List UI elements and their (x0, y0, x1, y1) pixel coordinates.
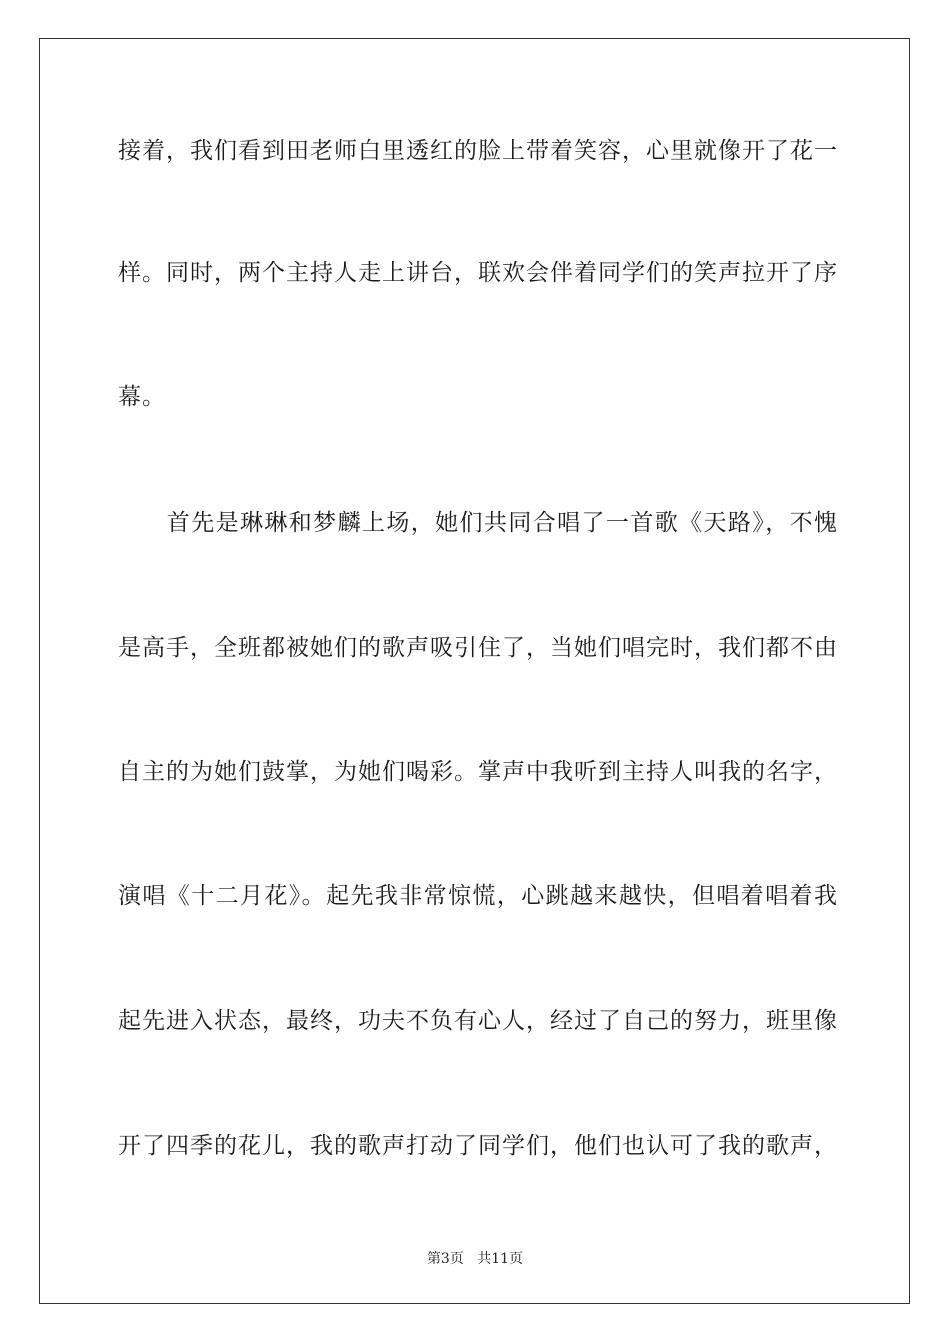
page-footer (0, 1248, 950, 1268)
text-line-3: 幕。 (118, 384, 166, 410)
page-number: 第3页 (426, 1251, 464, 1267)
text-line-9: 开了四季的花儿，我的歌声打动了同学们，他们也认可了我的歌声， (118, 1133, 838, 1159)
text-line-5: 是高手，全班都被她们的歌声吸引住了，当她们唱完时，我们都不由 (118, 635, 838, 661)
text-line-6: 自主的为她们鼓掌，为她们喝彩。掌声中我听到主持人叫我的名字， (118, 759, 838, 785)
text-line-4: 首先是琳琳和梦麟上场，她们共同合唱了一首歌《天路》，不愧 (118, 510, 838, 536)
page-frame (39, 38, 910, 1304)
text-line-1: 接着，我们看到田老师白里透红的脸上带着笑容，心里就像开了花一 (118, 138, 838, 164)
text-line-7: 演唱《十二月花》。起先我非常惊慌，心跳越来越快，但唱着唱着我 (118, 883, 838, 909)
text-line-8: 起先进入状态，最终，功夫不负有心人，经过了自己的努力，班里像 (118, 1008, 838, 1034)
page-total: 共11页 (477, 1251, 524, 1267)
text-line-2: 样。同时，两个主持人走上讲台，联欢会伴着同学们的笑声拉开了序 (118, 260, 838, 286)
